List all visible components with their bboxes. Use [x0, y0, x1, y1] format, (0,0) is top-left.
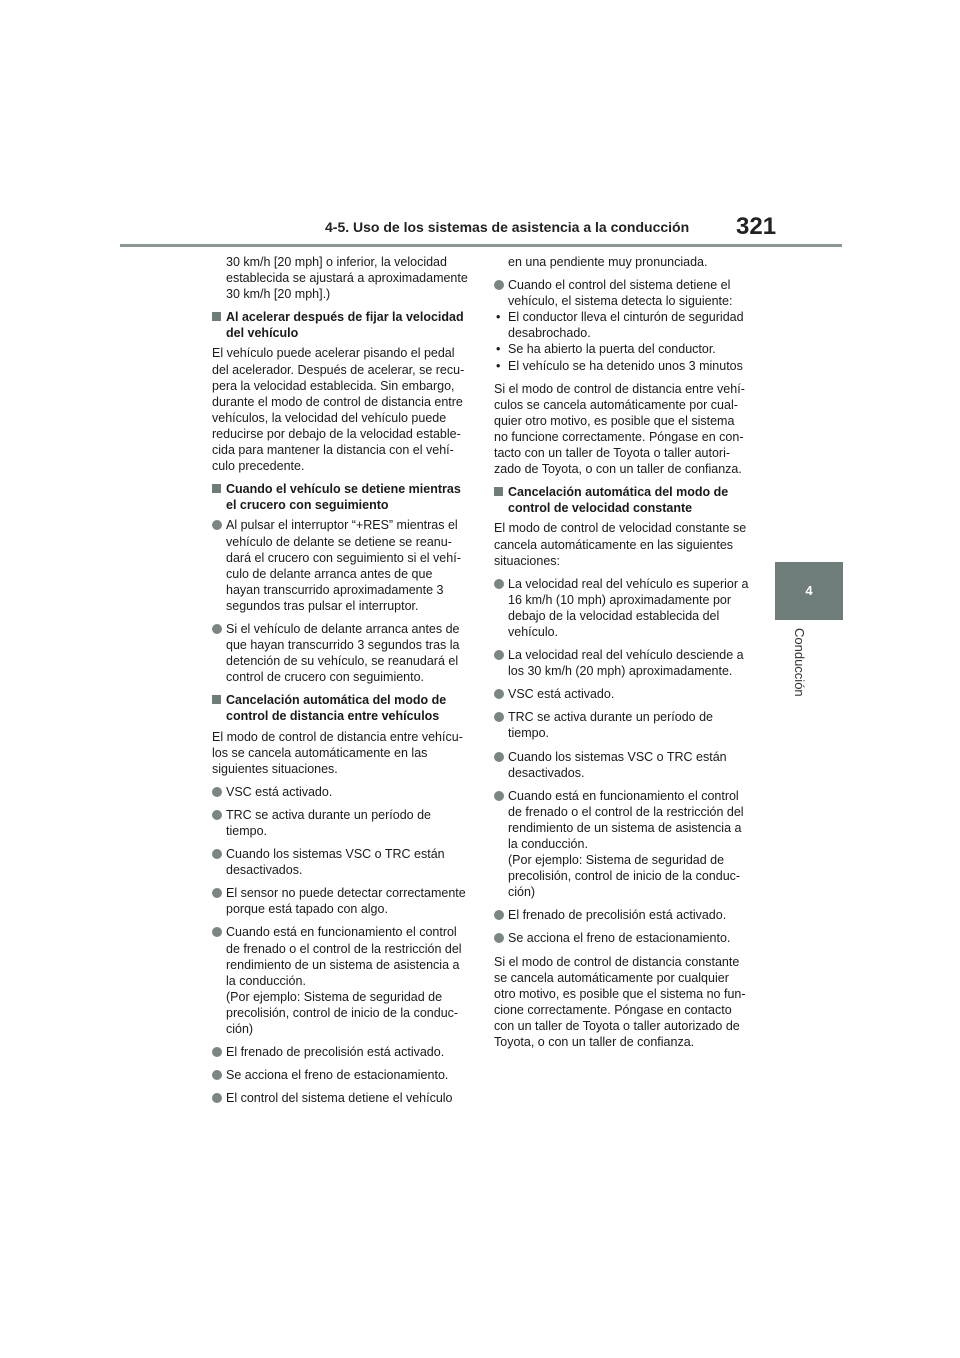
circle-bullet-icon: [212, 810, 222, 820]
paragraph: El modo de control de distancia entre vehículos se cancela automáticamente en las siguientes situaciones.: [212, 729, 463, 776]
heading-text: Cuando el vehículo se detiene mientras el crucero con seguimiento: [226, 482, 461, 513]
dot-bullet-icon: •: [496, 342, 501, 357]
paragraph: El vehículo puede acelerar pisando el pedal del acelerador. Después de acelerar, se recupera la velocidad establecida. Sin embargo, durante el modo de control de distancia entre vehículos, la velocidad del vehículo puede reducirse por debajo de la velocidad establecida para mantener la distancia con el vehículo precedente.: [212, 346, 465, 474]
section-heading: [212, 692, 468, 724]
circle-bullet-icon: [494, 752, 504, 762]
circle-bullet-icon: [494, 910, 504, 920]
sub-item-text: El conductor lleva el cinturón de seguridad desabrochado.: [508, 310, 744, 341]
sub-item-text: El vehículo se ha detenido unos 3 minutos: [508, 358, 743, 373]
header-divider: [120, 244, 842, 247]
bullet-item: [212, 846, 468, 878]
left-column: [212, 254, 468, 1113]
circle-bullet-icon: [494, 650, 504, 660]
square-bullet-icon: [212, 695, 221, 704]
section-title: 4-5. Uso de los sistemas de asistencia a la conducción: [325, 219, 690, 235]
bullet-text: La velocidad real del vehículo desciende a los 30 km/h (20 mph) aproximadamente.: [508, 648, 744, 679]
bullet-item: [212, 924, 468, 1037]
bullet-item: [494, 647, 750, 679]
bullet-item: [494, 686, 750, 702]
chapter-label: Conducción: [792, 628, 807, 697]
circle-bullet-icon: [494, 791, 504, 801]
continued-paragraph: en una pendiente muy pronunciada.: [508, 255, 708, 269]
circle-bullet-icon: [212, 849, 222, 859]
circle-bullet-icon: [212, 520, 222, 530]
heading-text: Cancelación automática del modo de control de distancia entre vehículos: [226, 693, 447, 724]
bullet-text: Cuando está en funcionamiento el control de frenado o el control de la restricción del rendimiento de un sistema de asistencia a la conducción.: [226, 925, 462, 988]
bullet-item: [212, 807, 468, 839]
dot-bullet-icon: •: [496, 358, 501, 373]
bullet-text: Cuando está en funcionamiento el control de frenado o el control de la restricción del rendimiento de un sistema de asistencia a la conducción.: [508, 788, 744, 851]
bullet-text: Al pulsar el interruptor “+RES” mientras el vehículo de delante se detiene se reanudará el crucero con seguimiento si el vehículo de delante arranca antes de que hayan transcurrido aproximadamente 3 segundos tras pulsar el interruptor.: [226, 518, 461, 613]
bullet-item: [494, 709, 750, 741]
circle-bullet-icon: [212, 787, 222, 797]
bullet-item: [212, 1067, 468, 1083]
bullet-example-text: (Por ejemplo: Sistema de seguridad de precolisión, control de inicio de la conducción): [226, 989, 459, 1037]
sub-list-item: [494, 358, 750, 374]
bullet-item: [494, 907, 750, 923]
heading-text: Cancelación automática del modo de control de velocidad constante: [508, 485, 729, 516]
section-heading: [212, 481, 468, 513]
bullet-item: [212, 621, 468, 685]
chapter-tab: 4: [775, 562, 843, 620]
bullet-item: [212, 885, 468, 917]
square-bullet-icon: [212, 312, 221, 321]
sub-list-item: [494, 341, 750, 357]
circle-bullet-icon: [212, 888, 222, 898]
bullet-text: Cuando el control del sistema detiene el vehículo, el sistema detecta lo siguiente:: [508, 278, 733, 309]
paragraph: Si el modo de control de distancia constante se cancela automáticamente por cualquier otro motivo, es posible que el sistema no funcione correctamente. Póngase en contacto con un taller de Toyota o taller autorizado de Toyota, o con un taller de confianza.: [494, 954, 746, 1050]
bullet-text: VSC está activado.: [508, 687, 615, 702]
square-bullet-icon: [212, 484, 221, 493]
right-column: [494, 254, 750, 1057]
continued-paragraph: 30 km/h [20 mph] o inferior, la velocidad establecida se ajustará a aproximadamente 30 km/h [20 mph].): [226, 255, 468, 302]
bullet-item: [212, 784, 468, 800]
circle-bullet-icon: [212, 624, 222, 634]
bullet-item: [212, 1044, 468, 1060]
circle-bullet-icon: [494, 579, 504, 589]
bullet-item: [494, 576, 750, 640]
circle-bullet-icon: [212, 1047, 222, 1057]
bullet-item: [212, 517, 468, 614]
heading-text: Al acelerar después de fijar la velocidad del vehículo: [226, 310, 464, 341]
bullet-text: TRC se activa durante un período de tiempo.: [508, 710, 713, 741]
circle-bullet-icon: [494, 689, 504, 699]
bullet-text: La velocidad real del vehículo es superior a 16 km/h (10 mph) aproximadamente por debajo de la velocidad establecida del vehículo.: [508, 576, 749, 639]
square-bullet-icon: [494, 487, 503, 496]
circle-bullet-icon: [494, 933, 504, 943]
dot-bullet-icon: •: [496, 310, 501, 325]
circle-bullet-icon: [212, 1070, 222, 1080]
bullet-item: [494, 788, 750, 901]
sub-item-text: Se ha abierto la puerta del conductor.: [508, 342, 716, 357]
paragraph: El modo de control de velocidad constante se cancela automáticamente en las siguientes situaciones:: [494, 521, 747, 568]
sub-list-item: [494, 309, 750, 341]
bullet-text: Cuando los sistemas VSC o TRC están desactivados.: [508, 749, 727, 780]
bullet-text: El frenado de precolisión está activado.: [508, 908, 727, 923]
bullet-text: El sensor no puede detectar correctamente porque está tapado con algo.: [226, 886, 466, 917]
bullet-text: El frenado de precolisión está activado.: [226, 1045, 445, 1060]
page-number: 321: [736, 213, 777, 240]
circle-bullet-icon: [494, 712, 504, 722]
circle-bullet-icon: [212, 927, 222, 937]
circle-bullet-icon: [212, 1093, 222, 1103]
bullet-text: Si el vehículo de delante arranca antes de que hayan transcurrido 3 segundos tras la detención de su vehículo, se reanudará el control de crucero con seguimiento.: [226, 621, 460, 685]
section-heading: [494, 484, 750, 516]
bullet-text: El control del sistema detiene el vehículo: [226, 1091, 453, 1106]
bullet-text: Cuando los sistemas VSC o TRC están desactivados.: [226, 847, 445, 878]
bullet-item: [494, 930, 750, 946]
paragraph: Si el modo de control de distancia entre vehículos se cancela automáticamente por cualquier otro motivo, es posible que el sistema no funcione correctamente. Póngase en contacto con un taller de Toyota o taller autorizado de Toyota, o con un taller de confianza.: [494, 381, 745, 477]
bullet-item: [494, 749, 750, 781]
bullet-text: Se acciona el freno de estacionamiento.: [508, 931, 731, 946]
bullet-item: [212, 1090, 468, 1106]
bullet-item: [494, 277, 750, 309]
section-heading: [212, 309, 468, 341]
circle-bullet-icon: [494, 280, 504, 290]
bullet-text: TRC se activa durante un período de tiempo.: [226, 807, 431, 838]
bullet-text: VSC está activado.: [226, 784, 333, 799]
bullet-text: Se acciona el freno de estacionamiento.: [226, 1068, 449, 1083]
bullet-example-text: (Por ejemplo: Sistema de seguridad de precolisión, control de inicio de la conducción): [508, 853, 741, 900]
